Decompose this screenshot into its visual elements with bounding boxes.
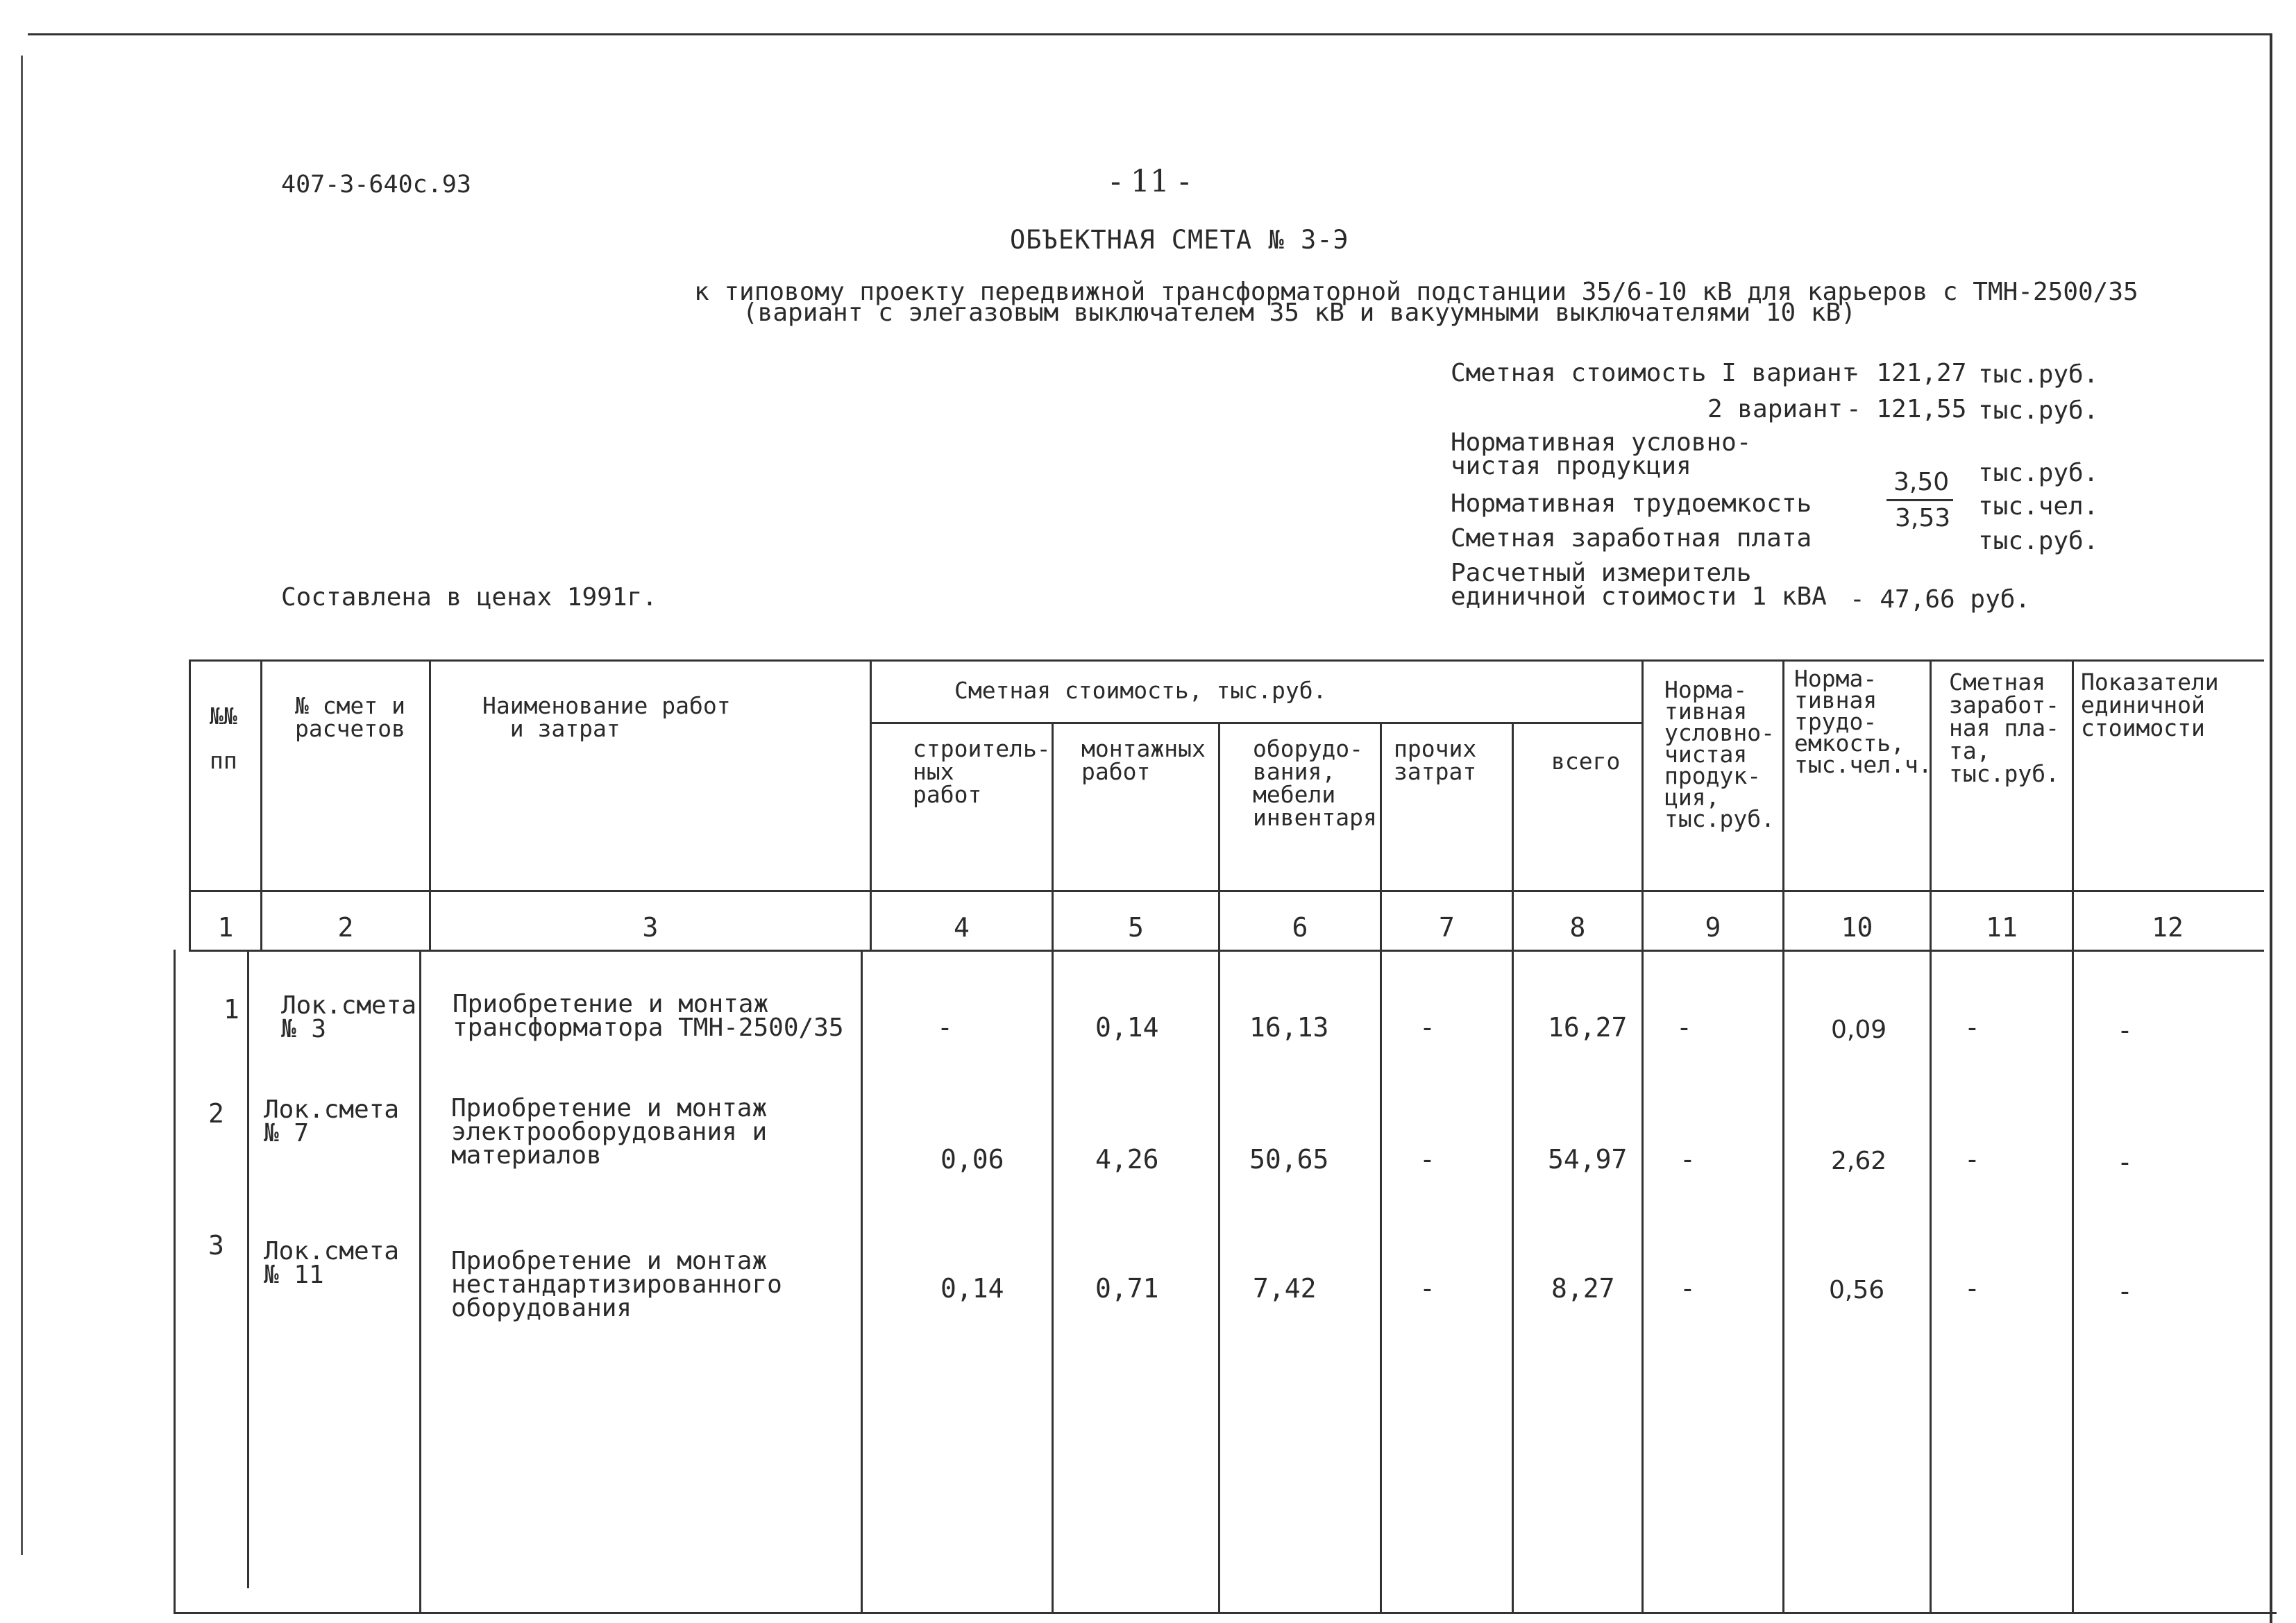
row-construction-cost: 0,14 bbox=[940, 1273, 1004, 1304]
header-col5: монтажных работ bbox=[1081, 735, 1206, 785]
net-product-value: 3,50 bbox=[1893, 468, 1950, 496]
row-number: 2 bbox=[208, 1098, 224, 1129]
col-line-5 bbox=[1218, 722, 1220, 1612]
header-col10: Норма- тивная трудо- емкость, тыс.чел.ч. bbox=[1794, 665, 1932, 778]
header-col8: всего bbox=[1551, 748, 1621, 775]
row-net-product: - bbox=[1676, 1012, 1692, 1043]
row-wages: - bbox=[1964, 1144, 1980, 1175]
net-product-label-2: чистая продукция bbox=[1451, 452, 1691, 480]
row-equipment-cost: 16,13 bbox=[1249, 1012, 1329, 1043]
row-equipment-cost: 50,65 bbox=[1249, 1144, 1329, 1175]
col-line-1 bbox=[260, 659, 262, 950]
header-col12: Показатели единичной стоимости bbox=[2081, 668, 2219, 741]
col-line-6 bbox=[1380, 722, 1382, 1612]
labor-label: Нормативная трудоемкость bbox=[1451, 489, 1812, 518]
row-other-cost: - bbox=[1419, 1144, 1435, 1175]
net-product-unit: тыс.руб. bbox=[1978, 459, 2099, 487]
col-line-3b bbox=[861, 950, 863, 1612]
row-estimate-ref: Лок.смета № 11 bbox=[264, 1237, 400, 1289]
row-number: 1 bbox=[223, 994, 239, 1025]
document-subtitle-line1: к типовому проекту передвижной трансформаторной подстанции 35/6-10 кВ для карьеров с ТМН-2500/35 bbox=[694, 278, 2138, 306]
row-estimate-ref: Лок.смета № 7 bbox=[264, 1095, 400, 1147]
row-total-cost: 8,27 bbox=[1551, 1273, 1615, 1304]
row-construction-cost: - bbox=[937, 1012, 953, 1043]
header-col7: прочих затрат bbox=[1394, 735, 1477, 785]
header-col4: строитель- ных работ bbox=[913, 735, 1051, 808]
row-total-cost: 16,27 bbox=[1548, 1012, 1628, 1043]
page-number: - 11 - bbox=[1111, 164, 1190, 199]
column-number-2: 2 bbox=[337, 912, 354, 943]
row-estimate-ref: Лок.смета № 3 bbox=[281, 991, 417, 1043]
header-col2: № смет и расчетов bbox=[295, 692, 405, 742]
row-labor: 2,62 bbox=[1831, 1147, 1887, 1175]
document-title: ОБЪЕКТНАЯ СМЕТА № 3-Э bbox=[1010, 225, 1349, 255]
frame-left-line bbox=[21, 56, 23, 1555]
column-number-5: 5 bbox=[1128, 912, 1144, 943]
column-number-9: 9 bbox=[1705, 912, 1721, 943]
row-work-name: Приобретение и монтаж трансформатора ТМН-2500/35 bbox=[453, 990, 844, 1042]
col-line-10 bbox=[1930, 659, 1932, 1612]
column-number-11: 11 bbox=[1986, 912, 2018, 943]
row-total-cost: 54,97 bbox=[1548, 1144, 1628, 1175]
row-other-cost: - bbox=[1419, 1273, 1435, 1304]
column-number-10: 10 bbox=[1841, 912, 1873, 943]
header-group-cost: Сметная стоимость, тыс.руб. bbox=[954, 677, 1327, 704]
fraction-line bbox=[1886, 499, 1953, 501]
frame-top-line bbox=[28, 33, 2270, 35]
row-net-product: - bbox=[1680, 1273, 1696, 1304]
measure-value: - 47,66 руб. bbox=[1850, 585, 2031, 614]
header-col1: №№ пп bbox=[210, 703, 237, 774]
row-unit-cost: - bbox=[2117, 1147, 2133, 1177]
table-bottom-line bbox=[174, 1612, 2277, 1614]
row-installation-cost: 4,26 bbox=[1095, 1144, 1159, 1175]
frame-right-line bbox=[2270, 33, 2272, 1623]
cost-variant1-value: - 121,27 bbox=[1846, 359, 1967, 387]
prices-note: Составлена в ценах 1991г. bbox=[281, 583, 657, 612]
row-unit-cost: - bbox=[2117, 1276, 2133, 1306]
col-line-0 bbox=[189, 659, 191, 950]
col-line-7 bbox=[1512, 722, 1514, 1612]
numbers-bottom-line bbox=[189, 950, 2264, 952]
table-top-line bbox=[189, 659, 2264, 662]
labor-value: 3,53 bbox=[1895, 504, 1951, 532]
row-construction-cost: 0,06 bbox=[940, 1144, 1004, 1175]
row-wages: - bbox=[1964, 1012, 1980, 1043]
row-other-cost: - bbox=[1419, 1012, 1435, 1043]
row-installation-cost: 0,14 bbox=[1095, 1012, 1159, 1043]
group-underline bbox=[871, 722, 1641, 724]
cost-variant2-value: - 121,55 bbox=[1846, 395, 1967, 423]
header-col6: оборудо- вания, мебели инвентаря bbox=[1253, 735, 1377, 831]
cost-variant2-unit: тыс.руб. bbox=[1978, 396, 2099, 425]
cost-variant2-label: 2 вариант bbox=[1707, 395, 1843, 423]
wages-unit: тыс.руб. bbox=[1978, 527, 2099, 555]
col-line-8 bbox=[1641, 659, 1644, 1612]
col-line-11 bbox=[2072, 659, 2074, 1612]
wages-label: Сметная заработная плата bbox=[1451, 524, 1812, 553]
header-col3: Наименование работ и затрат bbox=[482, 692, 731, 742]
column-number-8: 8 bbox=[1569, 912, 1586, 943]
column-number-4: 4 bbox=[954, 912, 970, 943]
row-equipment-cost: 7,42 bbox=[1253, 1273, 1317, 1304]
column-number-12: 12 bbox=[2152, 912, 2184, 943]
net-product-label-1: Нормативная условно- bbox=[1451, 428, 1752, 457]
row-labor: 0,56 bbox=[1829, 1276, 1885, 1304]
col-line-1b bbox=[247, 950, 249, 1588]
measure-label-1: Расчетный измеритель bbox=[1451, 559, 1752, 587]
header-bottom-line bbox=[189, 890, 2264, 892]
row-work-name: Приобретение и монтаж электрооборудования и материалов bbox=[451, 1094, 768, 1170]
column-number-1: 1 bbox=[217, 912, 234, 943]
cost-label: Сметная стоимость I вариант bbox=[1451, 359, 1857, 387]
col-line-9 bbox=[1782, 659, 1784, 1612]
document-subtitle-line2: (вариант с элегазовым выключателем 35 кВ и вакуумными выключателями 10 кВ) bbox=[743, 298, 1856, 327]
row-work-name: Приобретение и монтаж нестандартизированного оборудования bbox=[451, 1247, 782, 1322]
column-number-6: 6 bbox=[1292, 912, 1308, 943]
header-col11: Сметная заработ- ная пла- та, тыс.руб. bbox=[1949, 668, 2059, 787]
row-unit-cost: - bbox=[2117, 1015, 2133, 1045]
col-line-3 bbox=[870, 659, 872, 950]
row-installation-cost: 0,71 bbox=[1095, 1273, 1159, 1304]
measure-label-2: единичной стоимости 1 кВА bbox=[1451, 582, 1827, 611]
col-line-2b bbox=[419, 950, 421, 1612]
col-line-2 bbox=[429, 659, 431, 950]
row-number: 3 bbox=[208, 1230, 224, 1261]
row-labor: 0,09 bbox=[1831, 1016, 1887, 1044]
column-number-7: 7 bbox=[1439, 912, 1455, 943]
cost-unit: тыс.руб. bbox=[1978, 360, 2099, 389]
row-net-product: - bbox=[1680, 1144, 1696, 1175]
column-number-3: 3 bbox=[642, 912, 659, 943]
header-col9: Норма- тивная условно- чистая продук- ция, тыс.руб. bbox=[1664, 676, 1775, 832]
col-line-4 bbox=[1052, 722, 1054, 1612]
row-wages: - bbox=[1964, 1273, 1980, 1304]
labor-unit: тыс.чел. bbox=[1978, 492, 2099, 521]
col-line-0b bbox=[174, 950, 176, 1612]
document-code: 407-3-640с.93 bbox=[281, 171, 471, 199]
